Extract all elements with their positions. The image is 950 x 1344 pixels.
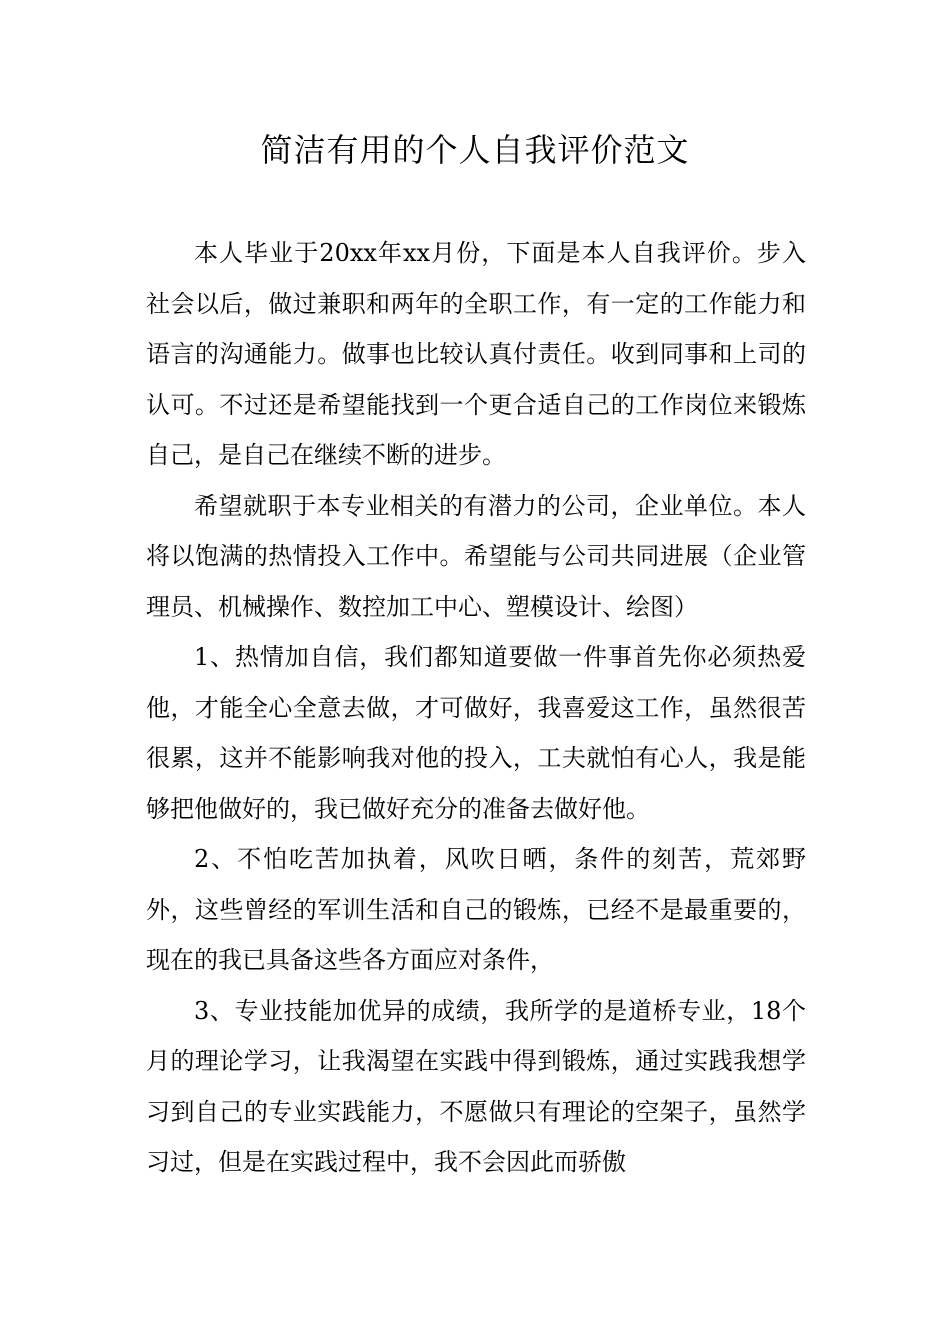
- paragraph-point-1: 1、热情加自信，我们都知道要做一件事首先你必须热爱他，才能全心全意去做，才可做好，我喜爱这工作，虽然很苦很累，这并不能影响我对他的投入，工夫就怕有心人，我是能够把他做好的，我已做好充分的准备去做好他。: [146, 643, 806, 823]
- paragraph-intro: 本人毕业于20xx年xx月份，下面是本人自我评价。步入社会以后，做过兼职和两年的全职工作，有一定的工作能力和语言的沟通能力。做事也比较认真付责任。收到同事和上司的认可。不过还是希望能找到一个更合适自己的工作岗位来锻炼自己，是自己在继续不断的进步。: [146, 239, 806, 469]
- paragraph-job-intention: 希望就职于本专业相关的有潜力的公司，企业单位。本人将以饱满的热情投入工作中。希望能与公司共同进展（企业管理员、机械操作、数控加工中心、塑模设计、绘图）: [146, 491, 806, 621]
- document-body: [146, 228, 806, 1188]
- paragraph-point-3: 3、专业技能加优异的成绩，我所学的是道桥专业，18个月的理论学习，让我渴望在实践中得到锻炼，通过实践我想学习到自己的专业实践能力，不愿做只有理论的空架子，虽然学习过，但是在实践过程中，我不会因此而骄傲: [146, 996, 806, 1176]
- document-title: 简洁有用的个人自我评价范文: [260, 131, 690, 169]
- paragraph-point-2: 2、不怕吃苦加执着，风吹日晒，条件的刻苦，荒郊野外，这些曾经的军训生活和自己的锻炼，已经不是最重要的，现在的我已具备这些各方面应对条件，: [146, 845, 806, 974]
